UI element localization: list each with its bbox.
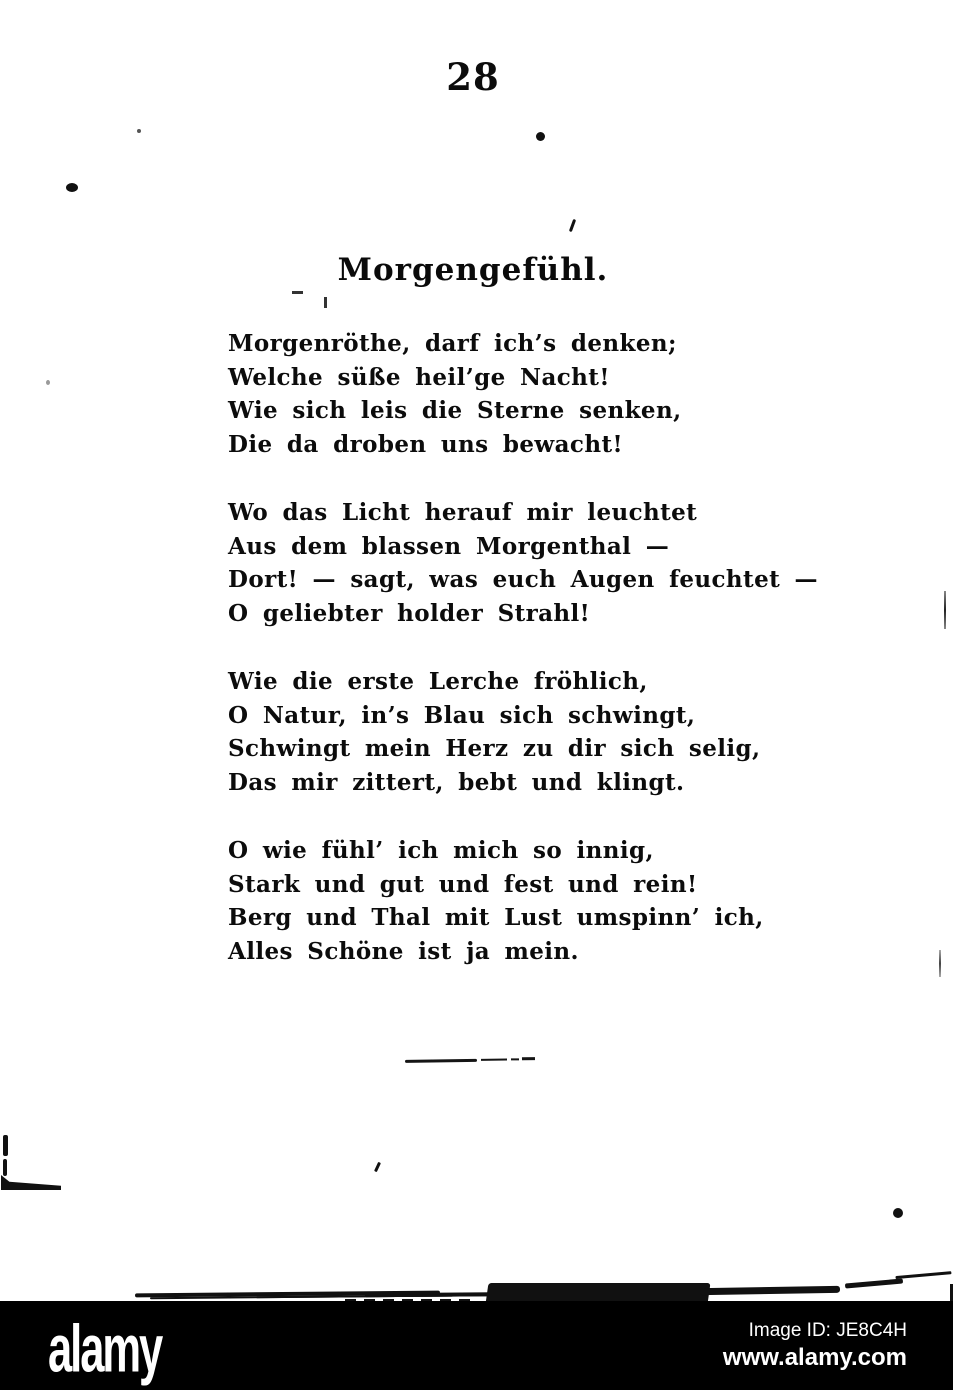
scan-speck (46, 380, 50, 385)
poem-stanza (228, 665, 818, 799)
page-number: 28 (446, 55, 500, 99)
poem-title: Morgengefühl. (337, 252, 609, 288)
poem-body (228, 327, 818, 1003)
poem-stanza (228, 496, 818, 630)
poem-line: Morgenröthe, darf ich’s denken; (228, 330, 677, 357)
scan-corner-mark (1, 1175, 61, 1190)
poem-line: Wo das Licht herauf mir leuchtet (228, 499, 698, 526)
scan-stray-mark (324, 297, 327, 308)
scan-ink-dot (893, 1208, 903, 1218)
alamy-logo: alamy (48, 1310, 162, 1387)
scan-speck (137, 129, 141, 133)
poem-stanza (228, 327, 818, 461)
poem-line: Die da droben uns bewacht! (228, 430, 623, 458)
poem-line: Berg und Thal mit Lust umspinn’ ich, (228, 904, 764, 931)
poem-line: Das mir zittert, bebt und klingt. (228, 768, 685, 796)
poem-line: Alles Schöne ist ja mein. (228, 937, 579, 965)
poem-line: Welche süße heil’ge Nacht! (228, 363, 610, 391)
scan-edge-line (944, 591, 946, 629)
poem-line: Dort! — sagt, was euch Augen feuchtet — (228, 566, 818, 593)
scan-corner-mark (3, 1135, 8, 1156)
scan-smudge (700, 1286, 840, 1295)
scan-corner-mark (3, 1159, 7, 1176)
watermark-image-id: Image ID: JE8C4H (748, 1320, 907, 1341)
poem-line: O wie fühl’ ich mich so innig, (228, 837, 654, 864)
poem-line: Stark und gut und fest und rein! (228, 870, 698, 898)
poem-line: Wie sich leis die Sterne senken, (228, 397, 682, 424)
poem-line: O Natur, in’s Blau sich schwingt, (228, 701, 696, 729)
scan-edge-line (939, 950, 941, 977)
watermark-info (723, 1319, 907, 1373)
poem-line: Aus dem blassen Morgenthal — (228, 532, 670, 560)
poem-line: Schwingt mein Herz zu dir sich selig, (228, 735, 761, 762)
scan-ink-dot (536, 132, 545, 141)
scan-stray-mark (569, 219, 576, 232)
scan-stray-mark (374, 1162, 381, 1172)
scan-smudge (845, 1278, 903, 1288)
poem-line: O geliebter holder Strahl! (228, 599, 591, 627)
poem-end-divider (405, 1056, 535, 1064)
scan-ink-dot (66, 183, 78, 192)
poem-stanza (228, 834, 818, 968)
poem-line: Wie die erste Lerche fröhlich, (228, 668, 648, 695)
scan-smudge (135, 1291, 440, 1298)
watermark-url: www.alamy.com (722, 1344, 907, 1371)
scan-stray-mark (292, 291, 303, 294)
watermark-bar (0, 1301, 953, 1390)
